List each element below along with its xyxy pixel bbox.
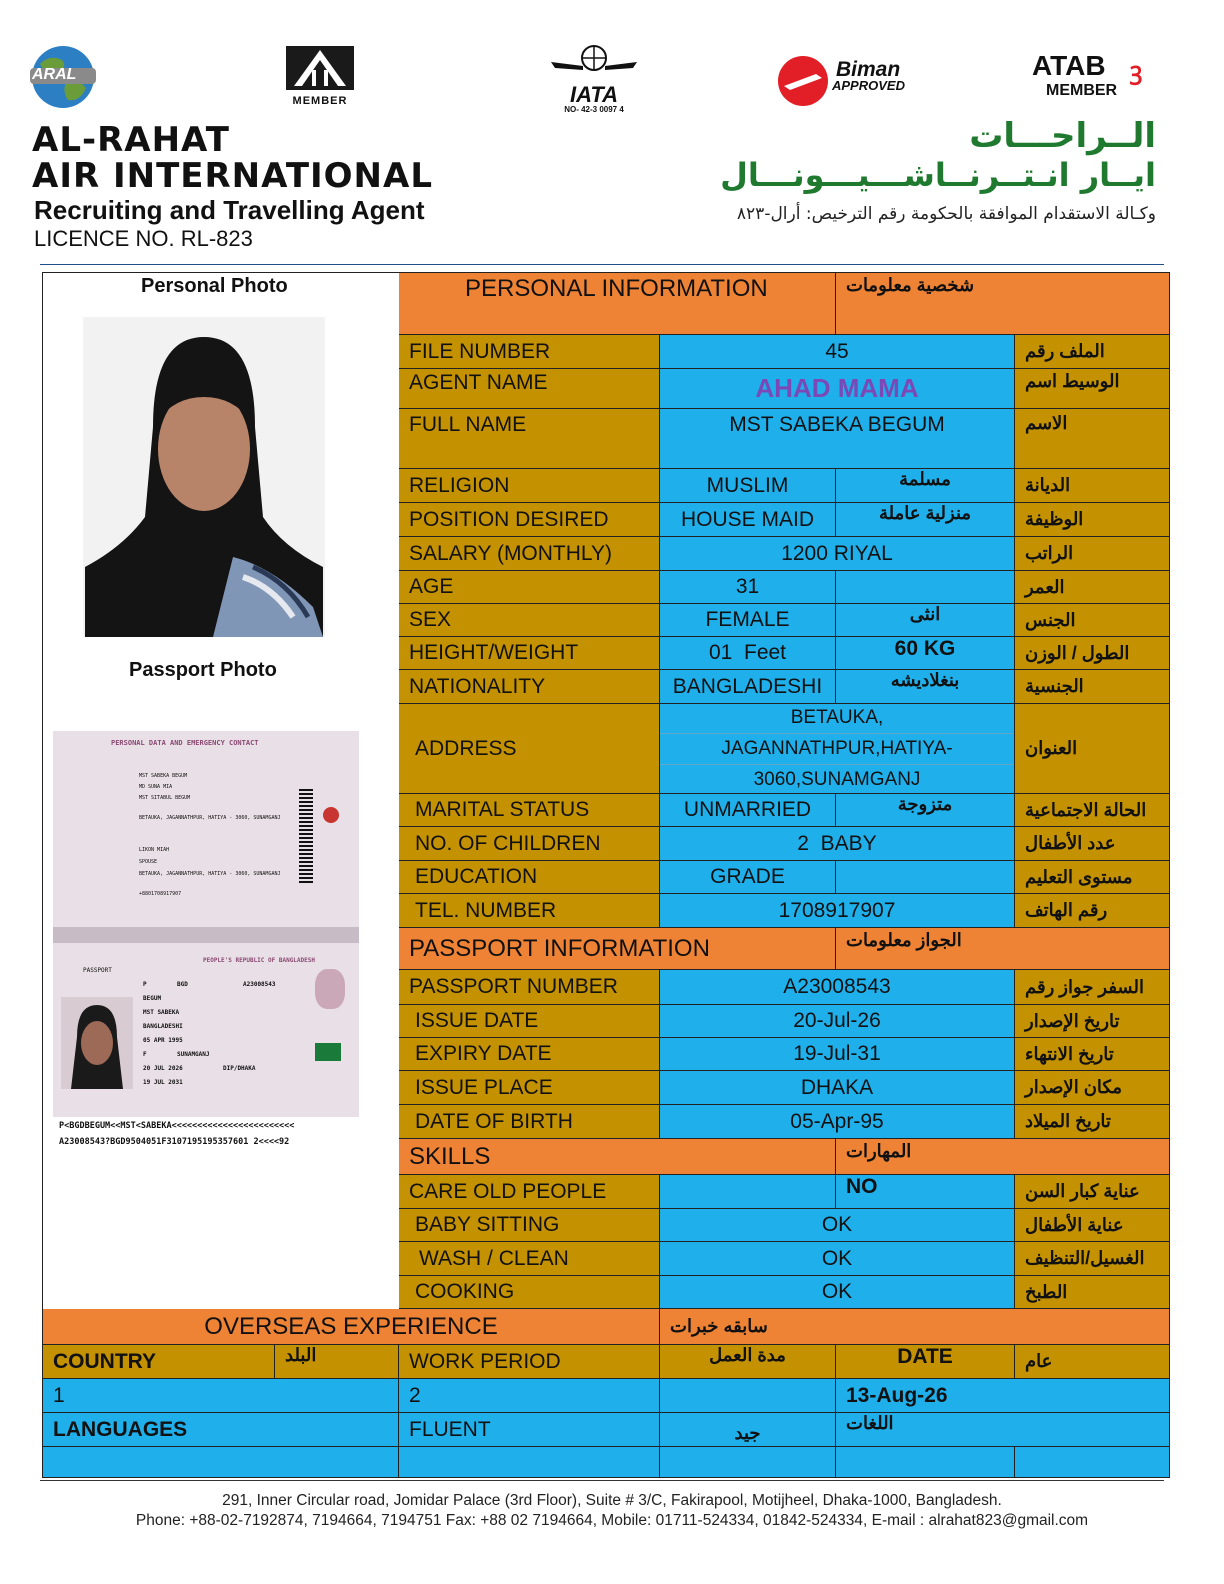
date-header-ar: عام	[1015, 1345, 1170, 1379]
care-old-label: CARE OLD PEOPLE	[399, 1175, 660, 1209]
passport-scan-country: PEOPLE'S REPUBLIC OF BANGLADESH	[203, 957, 315, 964]
nationality-value: BANGLADESHI	[660, 670, 836, 704]
position-value: HOUSE MAID	[660, 503, 836, 537]
company-name-ar-line1: الــراحـــات	[969, 116, 1156, 156]
baira-logo	[284, 46, 356, 107]
cooking-value: OK	[660, 1276, 1015, 1309]
issue-place-label-ar: مكان الإصدار	[1015, 1071, 1170, 1105]
children-value: 2 BABY	[660, 827, 1015, 861]
education-label-ar: مستوى التعليم	[1015, 861, 1170, 894]
tel-label-ar: رقم الهاتف	[1015, 894, 1170, 928]
passport-scan-name: MST SABEKA BEGUM	[139, 773, 188, 779]
languages-label: LANGUAGES	[43, 1413, 399, 1447]
expiry-date-label: EXPIRY DATE	[399, 1038, 660, 1071]
weight-value: 60 KG	[836, 637, 1015, 670]
height-weight-label-ar: الطول / الوزن	[1015, 637, 1170, 670]
personal-section-header	[399, 273, 836, 335]
marital-status-label: MARITAL STATUS	[399, 794, 660, 827]
company-name-line2: AIR INTERNATIONAL	[32, 156, 433, 196]
address-line-1: BETAUKA,	[790, 706, 884, 728]
dob-label-ar: تاريخ الميلاد	[1015, 1105, 1170, 1139]
passport-photo-label: Passport Photo	[129, 659, 277, 681]
marital-status-value-ar: متزوجة	[836, 794, 1015, 827]
tel-value: 1708917907	[660, 894, 1015, 928]
children-label: NO. OF CHILDREN	[399, 827, 660, 861]
passport-scan-given: MST SABEKA	[143, 1009, 180, 1016]
cooking-label-ar: الطبخ	[1015, 1276, 1170, 1309]
position-value-ar: منزلية عاملة	[836, 503, 1015, 537]
agent-name-value	[660, 369, 1015, 409]
sex-label-ar: الجنس	[1015, 604, 1170, 637]
sex-value: FEMALE	[660, 604, 836, 637]
file-number-label: FILE NUMBER	[399, 335, 660, 369]
full-name-value: MST SABEKA BEGUM	[660, 409, 1015, 469]
passport-scan-birthplace: SUNAMGANJ	[177, 1051, 210, 1058]
address-line-3: 3060,SUNAMGANJ	[753, 768, 921, 790]
country-header: COUNTRY	[43, 1345, 275, 1379]
nationality-label: NATIONALITY	[399, 670, 660, 704]
wash-clean-label: WASH / CLEAN	[399, 1242, 660, 1276]
licence-number: LICENCE NO. RL-823	[34, 226, 253, 251]
education-label: EDUCATION	[399, 861, 660, 894]
experience-country: 1	[43, 1379, 399, 1413]
overseas-section-header-ar: سابقه خبرات	[660, 1309, 1170, 1345]
empty-row-4	[836, 1447, 1015, 1478]
footer-divider	[40, 1480, 1164, 1481]
dob-value: 05-Apr-95	[660, 1105, 1015, 1139]
religion-value: MUSLIM	[660, 469, 836, 503]
passport-scan-authority: DIP/DHAKA	[223, 1065, 256, 1072]
salary-label-ar: الراتب	[1015, 537, 1170, 571]
passport-scan-contact-address: BETAUKA, JAGANNATHPUR, HATIYA - 3060, SUNAMGANJ	[139, 871, 281, 877]
iata-number: NO- 42-3 0097 4	[564, 105, 624, 114]
company-subtitle: Recruiting and Travelling Agent	[34, 195, 425, 225]
passport-scan-divider	[53, 927, 359, 943]
empty-row-5	[1015, 1447, 1170, 1478]
passport-scan-mother: MST SITABUL BEGUM	[139, 795, 191, 801]
passport-scan-ghost-photo	[315, 969, 345, 1009]
nationality-value-ar: بنغلاديشه	[836, 670, 1015, 704]
care-old-empty	[660, 1175, 836, 1209]
issue-place-label: ISSUE PLACE	[399, 1071, 660, 1105]
personal-section-title: PERSONAL INFORMATION	[465, 275, 768, 302]
file-number-value: 45	[660, 335, 1015, 369]
nationality-label-ar: الجنسية	[1015, 670, 1170, 704]
personal-photo	[83, 317, 325, 637]
atab-member-text: MEMBER	[1046, 82, 1118, 99]
passport-scan-word: PASSPORT	[83, 967, 112, 974]
address-label: ADDRESS	[399, 704, 660, 794]
baby-sitting-label-ar: عناية الأطفال	[1015, 1209, 1170, 1242]
empty-row-3	[660, 1447, 836, 1478]
education-value-ar	[836, 861, 1015, 894]
passport-number-value: A23008543	[660, 970, 1015, 1005]
personal-section-header-ar	[836, 273, 1170, 335]
agent-name-label: AGENT NAME	[399, 369, 660, 409]
address-line-2: JAGANNATHPUR,HATIYA-	[660, 733, 1014, 765]
passport-number-label: PASSPORT NUMBER	[399, 970, 660, 1005]
date-header: DATE	[836, 1345, 1015, 1379]
sex-value-ar: انثى	[836, 604, 1015, 637]
baira-member-text: MEMBER	[292, 95, 348, 107]
education-value: GRADE	[660, 861, 836, 894]
height-value: 01 Feet	[660, 637, 836, 670]
passport-scan-top-title: PERSONAL DATA AND EMERGENCY CONTACT	[111, 739, 259, 747]
full-name-label: FULL NAME	[399, 409, 660, 469]
passport-scan-sex: F	[143, 1051, 147, 1058]
experience-period: 2	[399, 1379, 660, 1413]
religion-label: RELIGION	[399, 469, 660, 503]
languages-label-ar: اللغات	[836, 1413, 1170, 1447]
company-name-ar-line2: ايــار انـتــرنــاشـــيـــونـــال	[720, 156, 1156, 194]
marital-status-value: UNMARRIED	[660, 794, 836, 827]
expiry-date-value: 19-Jul-31	[660, 1038, 1015, 1071]
expiry-date-label-ar: تاريخ الانتهاء	[1015, 1038, 1170, 1071]
passport-scan-telephone: +8801708917907	[139, 891, 182, 897]
baby-sitting-value: OK	[660, 1209, 1015, 1242]
age-value: 31	[660, 571, 836, 604]
passport-scan-code: BGD	[177, 981, 188, 988]
biman-text: Biman	[836, 58, 901, 81]
atab-mark-icon: ꝫ	[1130, 58, 1143, 85]
passport-scan-barcode	[299, 787, 313, 883]
experience-period-extra	[660, 1379, 836, 1413]
passport-section-header: PASSPORT INFORMATION	[399, 928, 836, 970]
work-period-header-ar: مدة العمل	[660, 1345, 836, 1379]
passport-scan-mrz2: A23008543?BGD9504051F3107195195357601 2<<<<92	[59, 1137, 290, 1147]
overseas-section-header: OVERSEAS EXPERIENCE	[43, 1309, 660, 1345]
issue-place-value: DHAKA	[660, 1071, 1015, 1105]
address-value	[660, 704, 1015, 794]
atab-logo	[1030, 50, 1160, 106]
agent-name-text: AHAD MAMA	[755, 373, 919, 403]
passport-scan-dob: 05 APR 1995	[143, 1037, 183, 1044]
position-label-ar: الوظيفة	[1015, 503, 1170, 537]
passport-scan	[53, 731, 359, 1163]
issue-date-label-ar: تاريخ الإصدار	[1015, 1005, 1170, 1038]
personal-section-title-ar: شخصية معلومات	[846, 275, 975, 295]
country-header-ar: البلد	[275, 1345, 399, 1379]
passport-scan-issue: 20 JUL 2026	[143, 1065, 183, 1072]
empty-row-2	[399, 1447, 660, 1478]
full-name-label-ar: الاسم	[1015, 409, 1170, 469]
care-old-value: NO	[836, 1175, 1015, 1209]
baby-sitting-label: BABY SITTING	[399, 1209, 660, 1242]
passport-scan-father: MD SUNA MIA	[139, 784, 173, 790]
cooking-label: COOKING	[399, 1276, 660, 1309]
passport-scan-surname: BEGUM	[143, 995, 162, 1002]
biman-logo	[776, 56, 926, 106]
company-name-line1: AL-RAHAT	[32, 120, 230, 160]
fluent-label: FLUENT	[399, 1413, 660, 1447]
personal-photo-label: Personal Photo	[141, 275, 288, 297]
biman-approved-text: APPROVED	[832, 78, 905, 93]
file-number-label-ar: الملف رقم	[1015, 335, 1170, 369]
position-label: POSITION DESIRED	[399, 503, 660, 537]
passport-section-header-ar: الجواز معلومات	[836, 928, 1170, 970]
passport-scan-relationship: SPOUSE	[139, 859, 158, 865]
iata-logo	[548, 44, 640, 114]
footer-contact: Phone: +88-02-7192874, 7194664, 7194751 Fax: +88 02 7194664, Mobile: 01711-524334, 01842-524334, E-mail : alrahat823@gmail.com	[135, 1512, 1089, 1529]
experience-date: 13-Aug-26	[836, 1379, 1170, 1413]
marital-status-label-ar: الحالة الاجتماعية	[1015, 794, 1170, 827]
passport-scan-type: P	[143, 981, 147, 988]
wash-clean-value: OK	[660, 1242, 1015, 1276]
aral-logo-text: ARAL	[32, 66, 77, 83]
skills-section-header-ar: المهارات	[836, 1139, 1170, 1175]
atab-text: ATAB	[1032, 50, 1106, 81]
salary-label: SALARY (MONTHLY)	[399, 537, 660, 571]
aral-logo	[26, 44, 100, 110]
passport-scan-mrz1: P<BGDBEGUM<<MST<SABEKA<<<<<<<<<<<<<<<<<<<<<<<<	[59, 1121, 295, 1131]
passport-scan-expiry: 19 JUL 2031	[143, 1079, 183, 1086]
passport-scan-address: BETAUKA, JAGANNATHPUR, HATIYA - 3060, SUNAMGANJ	[139, 815, 281, 821]
skills-section-header: SKILLS	[399, 1139, 836, 1175]
salary-value: 1200 RIYAL	[660, 537, 1015, 571]
work-period-header: WORK PERIOD	[399, 1345, 660, 1379]
passport-scan-nationality: BANGLADESHI	[143, 1023, 183, 1030]
age-value-ar	[836, 571, 1015, 604]
passport-scan-number: A23008543	[243, 981, 276, 988]
height-weight-label: HEIGHT/WEIGHT	[399, 637, 660, 670]
footer-address: 291, Inner Circular road, Jomidar Palace (3rd Floor), Suite # 3/C, Fakirapool, Motijheel, Dhaka-1000, Bangladesh.	[222, 1492, 1002, 1509]
company-subtitle-ar: وكـالة الاستقدام الموافقة بالحكومة رقم الترخيص: أرال-٨٢٣	[736, 204, 1156, 224]
wash-clean-label-ar: الغسيل/التنظيف	[1015, 1242, 1170, 1276]
address-label-ar: العنوان	[1015, 704, 1170, 794]
age-label: AGE	[399, 571, 660, 604]
fluent-label-ar: جيد	[660, 1413, 836, 1447]
tel-label: TEL. NUMBER	[399, 894, 660, 928]
sex-label: SEX	[399, 604, 660, 637]
iata-text: IATA	[569, 82, 619, 107]
header-divider	[40, 264, 1164, 265]
care-old-label-ar: عناية كبار السن	[1015, 1175, 1170, 1209]
passport-scan-contact: LIKON MIAH	[139, 847, 170, 853]
issue-date-value: 20-Jul-26	[660, 1005, 1015, 1038]
cv-form	[42, 272, 1170, 1478]
age-label-ar: العمر	[1015, 571, 1170, 604]
religion-value-ar: مسلمة	[836, 469, 1015, 503]
dob-label: DATE OF BIRTH	[399, 1105, 660, 1139]
religion-label-ar: الديانة	[1015, 469, 1170, 503]
empty-row-1	[43, 1447, 399, 1478]
issue-date-label: ISSUE DATE	[399, 1005, 660, 1038]
passport-number-label-ar: السفر جواز رقم	[1015, 970, 1170, 1005]
passport-scan-flag-icon	[315, 1043, 341, 1061]
agent-name-label-ar: الوسيط اسم	[1015, 369, 1170, 409]
children-label-ar: عدد الأطفال	[1015, 827, 1170, 861]
passport-scan-face	[61, 997, 133, 1089]
passport-scan-emblem-icon	[323, 807, 339, 823]
